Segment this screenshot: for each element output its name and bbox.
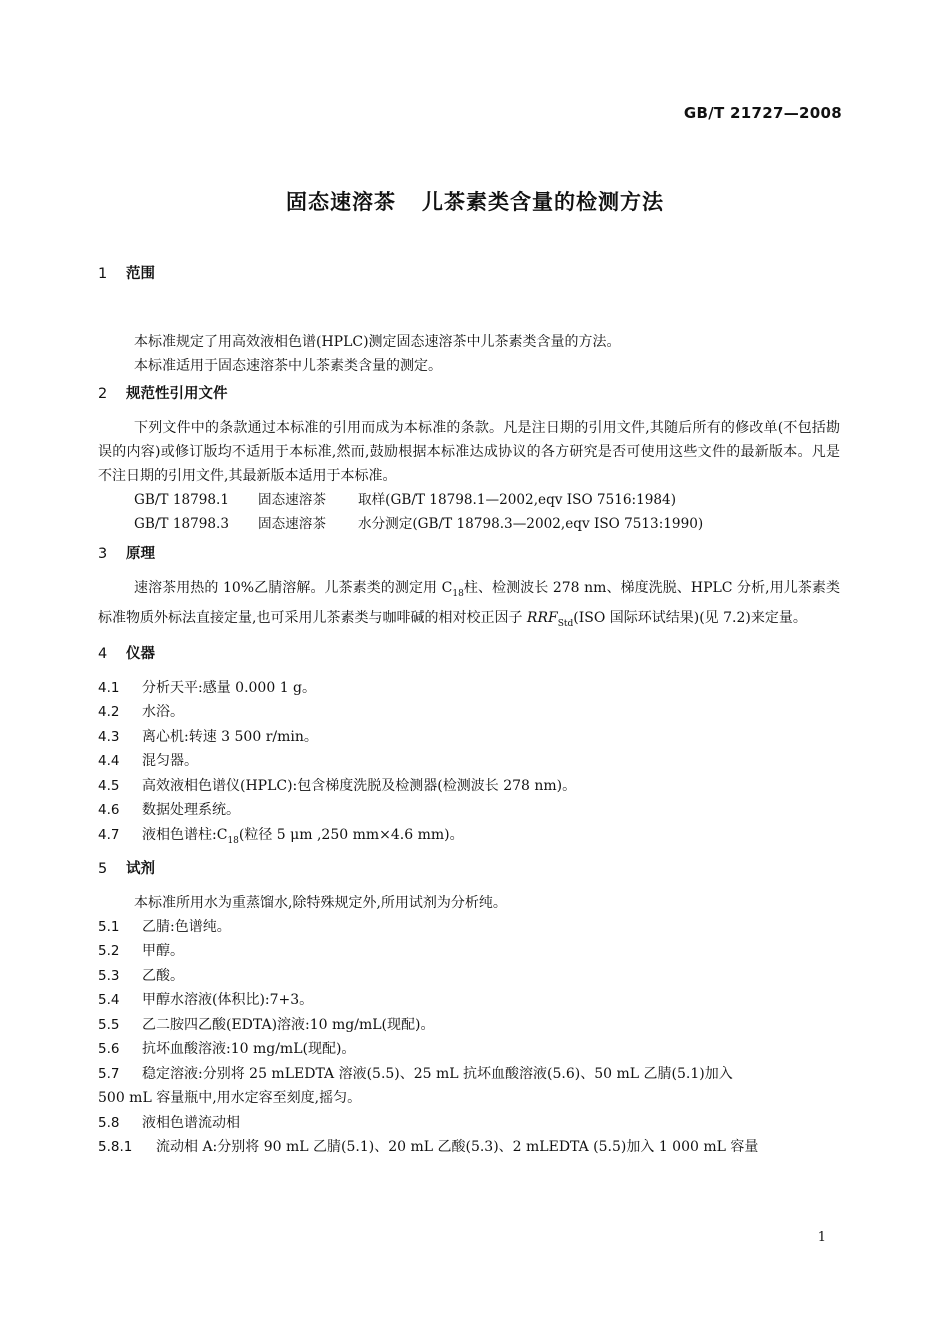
document-body bbox=[98, 262, 840, 1160]
apparatus-item: 4.3 离心机:转速 3 500 r/min。 bbox=[98, 728, 318, 745]
principle-paragraph: 速溶茶用热的 10%乙腈溶解。儿茶素类的测定用 $C_{18}$柱、检测波长 278 nm、梯度洗脱、HPLC 分析,用儿茶素类标准物质外标法直接定量,也可采用儿茶素类与咖啡碱的相对校正因子 $RRF_{Std}(ISO$ 国际环试结果)(见 7.2)来定量。 bbox=[98, 580, 841, 629]
reagent-item: 5.5 乙二胺四乙酸(EDTA)溶液:10 mg/mL(现配)。 bbox=[98, 1016, 435, 1033]
reagent-item: 5.2 甲醇。 bbox=[98, 943, 184, 960]
standard-number: GB/T 21727—2008 bbox=[683, 104, 842, 122]
reagent-subitem: 5.8.1 流动相 A:分别将 90 mL 乙腈(5.1)、20 mL 乙酸(5.3)、2 mLEDTA (5.5)加入 1 000 mL 容量 bbox=[98, 1139, 759, 1156]
apparatus-item: 4.2 水浴。 bbox=[98, 704, 184, 721]
reagent-item: 5.8 液相色谱流动相 bbox=[98, 1114, 240, 1131]
section-heading-1: 1 范围 bbox=[98, 266, 155, 282]
section-heading-4: 4 仪器 bbox=[98, 645, 155, 662]
title-part-1: 固态速溶茶 bbox=[286, 190, 396, 214]
title-part-2: 儿茶素类含量的检测方法 bbox=[422, 190, 664, 214]
document-title bbox=[0, 186, 950, 216]
reagent-item: 5.1 乙腈:色谱纯。 bbox=[98, 918, 231, 935]
apparatus-item: 4.1 分析天平:感量 0.000 1 g。 bbox=[98, 679, 317, 696]
reagent-item-continuation: 500 mL 容量瓶中,用水定容至刻度,摇匀。 bbox=[98, 1090, 362, 1107]
apparatus-item: 4.5 高效液相色谱仪(HPLC):包含梯度洗脱及检测器(检测波长 278 nm)。 bbox=[98, 777, 577, 794]
section-heading-2: 2 规范性引用文件 bbox=[98, 386, 228, 402]
references-paragraph: 下列文件中的条款通过本标准的引用而成为本标准的条款。凡是注日期的引用文件,其随后所有的修改单(不包括勘误的内容)或修订版均不适用于本标准,然而,鼓励根据本标准达成协议的各方研究是否可使用这些文件的最新版本。凡是不注日期的引用文件,其最新版本适用于本标准。 bbox=[98, 420, 840, 484]
reagent-item: 5.4 甲醇水溶液(体积比):7+3。 bbox=[98, 992, 314, 1009]
scope-paragraph-2: 本标准适用于固态速溶茶中儿茶素类含量的测定。 bbox=[134, 358, 442, 374]
apparatus-item: 4.4 混匀器。 bbox=[98, 753, 198, 770]
apparatus-item: 4.6 数据处理系统。 bbox=[98, 802, 240, 819]
section-heading-5: 5 试剂 bbox=[98, 860, 155, 877]
reagents-paragraph: 本标准所用水为重蒸馏水,除特殊规定外,所用试剂为分析纯。 bbox=[134, 894, 507, 911]
reagent-item: 5.6 抗坏血酸溶液:10 mg/mL(现配)。 bbox=[98, 1041, 356, 1058]
reference-item: GB/T 18798.3 固态速溶茶 水分测定(GB/T 18798.3—2002,eqv ISO 7513:1990) bbox=[134, 516, 704, 532]
scope-paragraph-1: 本标准规定了用高效液相色谱(HPLC)测定固态速溶茶中儿茶素类含量的方法。 bbox=[134, 334, 621, 350]
section-heading-3: 3 原理 bbox=[98, 546, 155, 562]
reagent-item: 5.7 稳定溶液:分别将 25 mLEDTA 溶液(5.5)、25 mL 抗坏血酸溶液(5.6)、50 mL 乙腈(5.1)加入 bbox=[98, 1065, 733, 1082]
apparatus-item: 4.7 液相色谱柱$:C_{18}$(粒径 5 μm ,250 mm×4.6 mm)。 bbox=[98, 826, 464, 846]
page-number: 1 bbox=[817, 1230, 826, 1245]
reference-item: GB/T 18798.1 固态速溶茶 取样(GB/T 18798.1—2002,eqv ISO 7516:1984) bbox=[134, 492, 676, 508]
reagent-item: 5.3 乙酸。 bbox=[98, 967, 184, 984]
